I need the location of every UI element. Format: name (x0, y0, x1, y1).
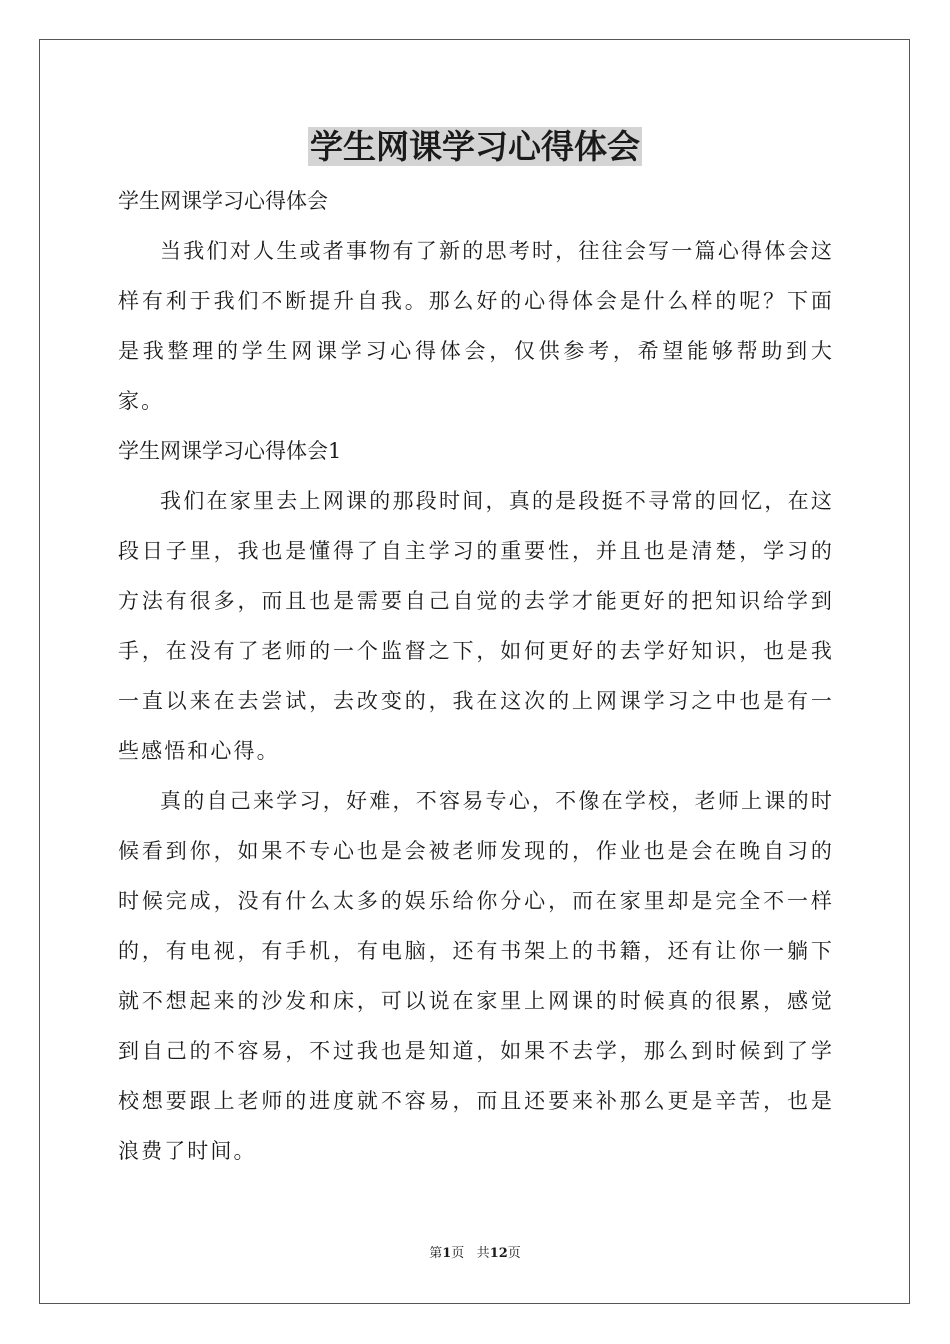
footer-page-suffix: 页 (451, 1246, 465, 1261)
section-1-paragraph-2: 真的自己来学习，好难，不容易专心，不像在学校，老师上课的时候看到你，如果不专心也是会被老师发现的，作业也是会在晚自习的时候完成，没有什么太多的娱乐给你分心，而在家里却是完全不一样的，有电视，有手机，有电脑，还有书架上的书籍，还有让你一躺下就不想起来的沙发和床，可以说在家里上网课的时候真的很累，感觉到自己的不容易，不过我也是知道，如果不去学，那么到时候到了学校想要跟上老师的进度就不容易，而且还要来补那么更是辛苦，也是浪费了时间。 (118, 789, 834, 1163)
intro-paragraph: 当我们对人生或者事物有了新的思考时，往往会写一篇心得体会这样有利于我们不断提升自我。那么好的心得体会是什么样的呢？下面是我整理的学生网课学习心得体会，仅供参考，希望能够帮助到大家。 (118, 239, 834, 413)
footer-page-number: 1 (442, 1246, 452, 1261)
document-title: 学生网课学习心得体会 (310, 127, 640, 166)
footer-total-pages: 12 (489, 1246, 508, 1261)
document-body (118, 176, 834, 1176)
page-footer (0, 1244, 950, 1264)
intro-heading: 学生网课学习心得体会 (118, 189, 328, 213)
footer-total-prefix: 共 (476, 1246, 490, 1261)
footer-total-suffix: 页 (507, 1246, 521, 1261)
section-heading-1: 学生网课学习心得体会1 (118, 439, 342, 463)
footer-page-prefix: 第 (429, 1246, 443, 1261)
section-1-paragraph-1: 我们在家里去上网课的那段时间，真的是段挺不寻常的回忆，在这段日子里，我也是懂得了自主学习的重要性，并且也是清楚，学习的方法有很多，而且也是需要自己自觉的去学才能更好的把知识给学到手，在没有了老师的一个监督之下，如何更好的去学好知识，也是我一直以来在去尝试，去改变的，我在这次的上网课学习之中也是有一些感悟和心得。 (118, 489, 834, 763)
